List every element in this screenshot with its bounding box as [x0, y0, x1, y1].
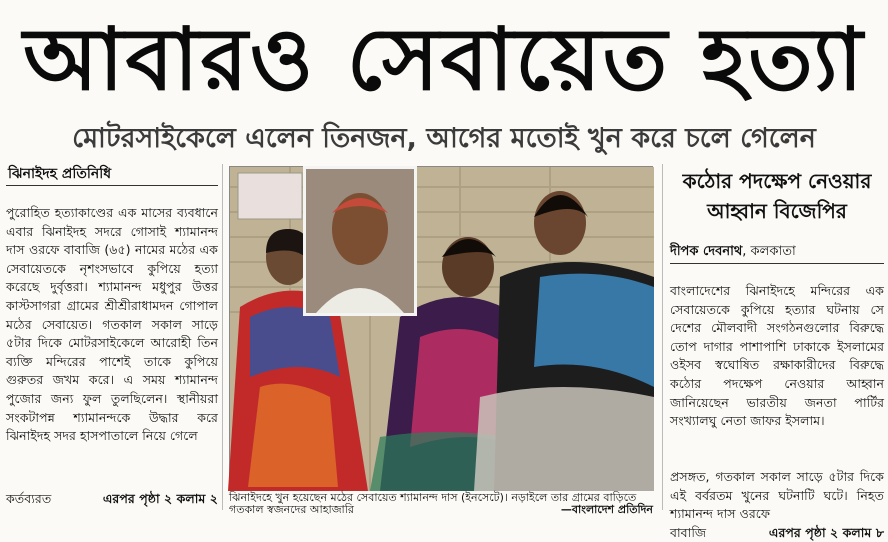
byline: ঝিনাইদহ প্রতিনিধি	[6, 164, 218, 186]
continued-on: এরপর পৃষ্ঠা ২ কলাম ২	[102, 491, 218, 506]
caption-text: ঝিনাইদহে খুন হয়েছেন মঠের সেবায়েত শ্যামানন্দ দাস (ইনসেটে)। নড়াইলে তার গ্রামের বাড়িতে গতকাল স্বজনদের আহাজারি	[229, 491, 637, 516]
last-word: বাবাজি	[670, 524, 707, 540]
victim-portrait	[306, 169, 414, 313]
headline-line-1: কঠোর পদক্ষেপ নেওয়ার	[682, 169, 872, 193]
continuation-line	[670, 524, 884, 542]
news-photo	[229, 166, 653, 490]
right-article	[670, 164, 884, 540]
article-body: পুরোহিত হত্যাকাণ্ডের এক মাসের ব্যবধানে এবার ঝিনাইদহ সদরে গোসাই শ্যামানন্দ দাস ওরফে বাবাজি (৬৫) নামের মঠের এক সেবায়েতকে নৃশংসভাবে কুপিয়ে হত্যা করেছে দুর্বৃত্তরা। শ্যামানন্দ মধুপুর উত্তর কাস্টসাগরা গ্রামের শ্রীশ্রীরাধামদন গোপাল মঠের সেবায়েত। গতকাল সকাল সাড়ে ৫টার দিকে মোটরসাইকেলে আরোহী তিন ব্যক্তি মন্দিরের পাশেই তাকে কুপিয়ে গুরুতর জখম করে। এ সময় শ্যামানন্দ পুজোর জন্য ফুল তুলছিলেন। স্থানীয়রা সংকটাপন্ন শ্যামানন্দকে উদ্ধার করে ঝিনাইদহ সদর হাসপাতালে নিয়ে গেলে	[6, 205, 218, 444]
mourning-women-photo	[230, 167, 654, 491]
dateline: , কলকাতা	[742, 244, 796, 259]
author: দীপক দেবনাথ	[670, 244, 743, 259]
last-word: কর্তব্যরত	[6, 491, 52, 506]
continued-on: এরপর পৃষ্ঠা ২ কলাম ৮	[768, 524, 884, 540]
article-body: বাংলাদেশের ঝিনাইদহে মন্দিরের এক সেবায়েতকে কুপিয়ে হত্যার ঘটনায় সে দেশের মৌলবাদী সংগঠনগুলোর বিরুদ্ধে তোপ দাগার পাশাপাশি ঢাকাকে ইসলামের ওইসব স্বঘোষিত রক্ষাকারীদের বিরুদ্ধে কঠোর পদক্ষেপ নেওয়ার আহ্বান জানিয়েছেন ভারতীয় জনতা পার্টির সংখ্যালঘু নেতা জাফর ইসলাম।	[670, 283, 884, 429]
headline: আবারও সেবায়েত হত্যা	[23, 10, 865, 110]
subheadline: মোটরসাইকেলে এলেন তিনজন, আগের মতোই খুন করে চলে গেলেন	[72, 123, 816, 154]
sub-article-headline	[670, 164, 884, 230]
photo-caption	[229, 492, 653, 516]
headline-line-2: আহ্বান বিজেপির	[707, 199, 847, 223]
article-body-2: প্রসঙ্গত, গতকাল সকাল সাড়ে ৫টার দিকে এই বর্বরতম খুনের ঘটনাটি ঘটে। নিহত শ্যামানন্দ দাস ওরফে	[670, 469, 884, 522]
byline	[670, 242, 884, 264]
column-divider	[222, 164, 223, 510]
photo-credit: —বাংলাদেশ প্রতিদিন	[560, 503, 653, 516]
continuation-line	[6, 490, 218, 509]
left-article	[6, 164, 218, 514]
inset-portrait	[303, 166, 417, 316]
column-divider	[662, 164, 663, 510]
